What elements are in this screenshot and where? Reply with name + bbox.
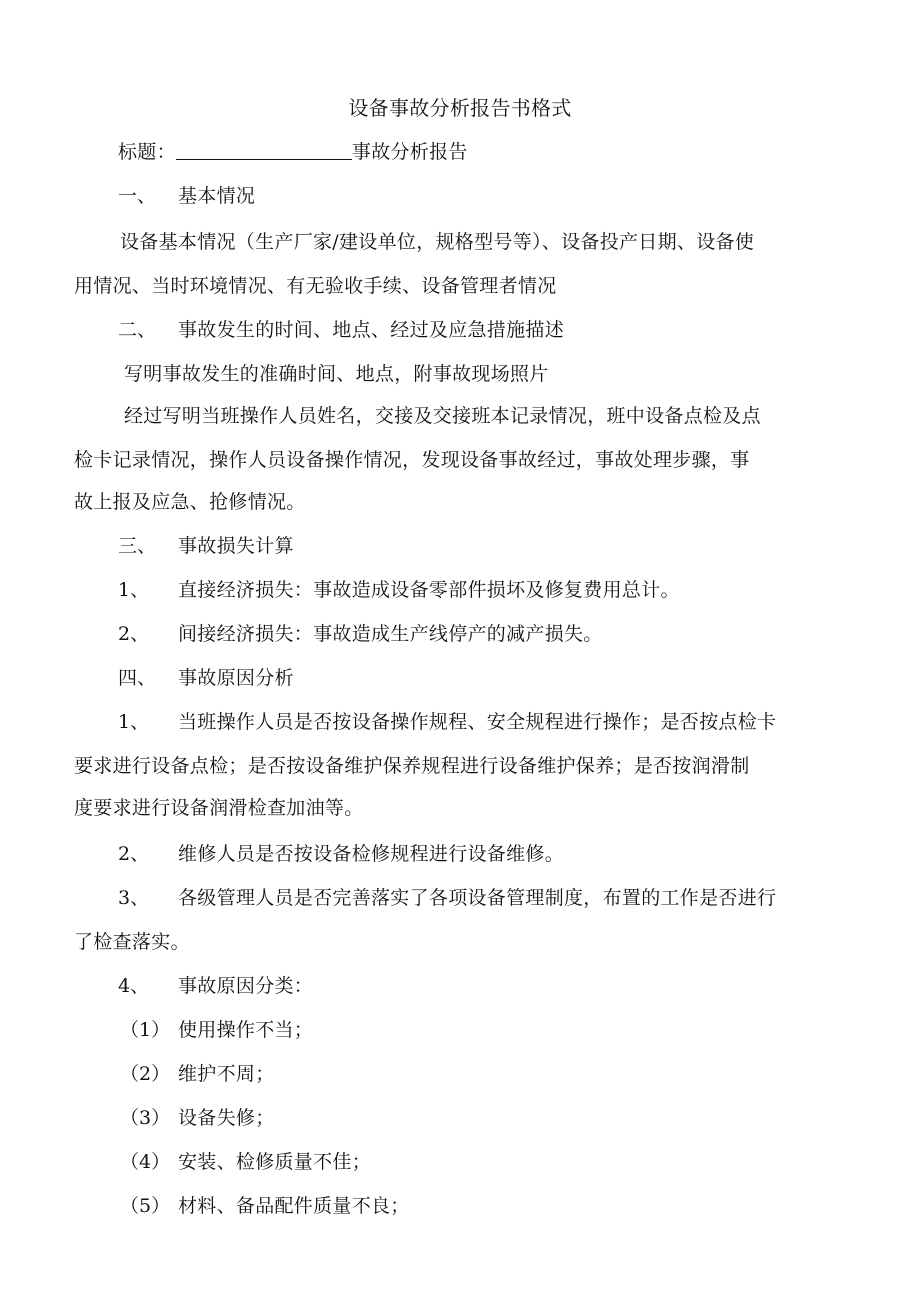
document-title: 设备事故分析报告书格式 — [348, 96, 572, 120]
category-number: （3） — [120, 1107, 171, 1129]
cause-item-4-text: 事故原因分类： — [178, 975, 314, 997]
category-text: 材料、备品配件质量不良； — [178, 1195, 410, 1217]
section-2-paragraph-2-line-1: 经过写明当班操作人员姓名，交接及交接班本记录情况，班中设备点检及点 — [124, 405, 761, 427]
loss-item-text: 直接经济损失：事故造成设备零部件损坏及修复费用总计。 — [178, 579, 680, 601]
category-text: 维护不周； — [178, 1063, 275, 1085]
category-text: 设备失修； — [178, 1107, 275, 1129]
section-1-body-line-1: 设备基本情况（生产厂家/建设单位，规格型号等）、设备投产日期、设备使 — [120, 231, 755, 253]
cause-item-3-number: 3、 — [118, 887, 150, 909]
cause-item-1-number: 1、 — [118, 711, 150, 733]
loss-item-text: 间接经济损失：事故造成生产线停产的减产损失。 — [178, 623, 603, 645]
title-label: 标题： — [118, 141, 176, 163]
cause-item-1-line-1: 当班操作人员是否按设备操作规程、安全规程进行操作；是否按点检卡 — [178, 711, 777, 733]
cause-item-4-number: 4、 — [118, 975, 150, 997]
category-text: 使用操作不当； — [178, 1019, 314, 1041]
section-3-heading: 事故损失计算 — [178, 535, 294, 557]
section-1-number: 一、 — [118, 185, 157, 207]
cause-item-2-number: 2、 — [118, 843, 150, 865]
category-number: （1） — [120, 1019, 171, 1041]
loss-item-number: 1、 — [118, 579, 150, 601]
loss-item-number: 2、 — [118, 623, 150, 645]
section-1-body-line-2: 用情况、当时环境情况、有无验收手续、设备管理者情况 — [74, 275, 557, 297]
section-1-heading: 基本情况 — [178, 185, 256, 207]
section-2-paragraph-1: 写明事故发生的准确时间、地点，附事故现场照片 — [124, 363, 549, 385]
category-number: （4） — [120, 1151, 171, 1173]
category-number: （2） — [120, 1063, 171, 1085]
section-4-number: 四、 — [118, 667, 157, 689]
section-3-number: 三、 — [118, 535, 157, 557]
title-blank — [176, 141, 352, 160]
cause-item-1-line-2: 要求进行设备点检；是否按设备维护保养规程进行设备维护保养；是否按润滑制 — [74, 755, 750, 777]
section-2-paragraph-2-line-2: 检卡记录情况，操作人员设备操作情况，发现设备事故经过，事故处理步骤，事 — [74, 449, 750, 471]
cause-item-1-line-3: 度要求进行设备润滑检查加油等。 — [74, 797, 364, 819]
title-line — [118, 140, 468, 164]
cause-item-2-text: 维修人员是否按设备检修规程进行设备维修。 — [178, 843, 565, 865]
title-suffix: 事故分析报告 — [351, 141, 468, 163]
cause-item-3-line-2: 了检查落实。 — [74, 931, 190, 953]
section-2-heading: 事故发生的时间、地点、经过及应急措施描述 — [178, 319, 565, 341]
category-text: 安装、检修质量不佳； — [178, 1151, 372, 1173]
cause-item-3-line-1: 各级管理人员是否完善落实了各项设备管理制度，布置的工作是否进行 — [178, 887, 777, 909]
section-2-number: 二、 — [118, 319, 157, 341]
category-number: （5） — [120, 1195, 171, 1217]
section-2-paragraph-2-line-3: 故上报及应急、抢修情况。 — [74, 491, 306, 513]
section-4-heading: 事故原因分析 — [178, 667, 294, 689]
